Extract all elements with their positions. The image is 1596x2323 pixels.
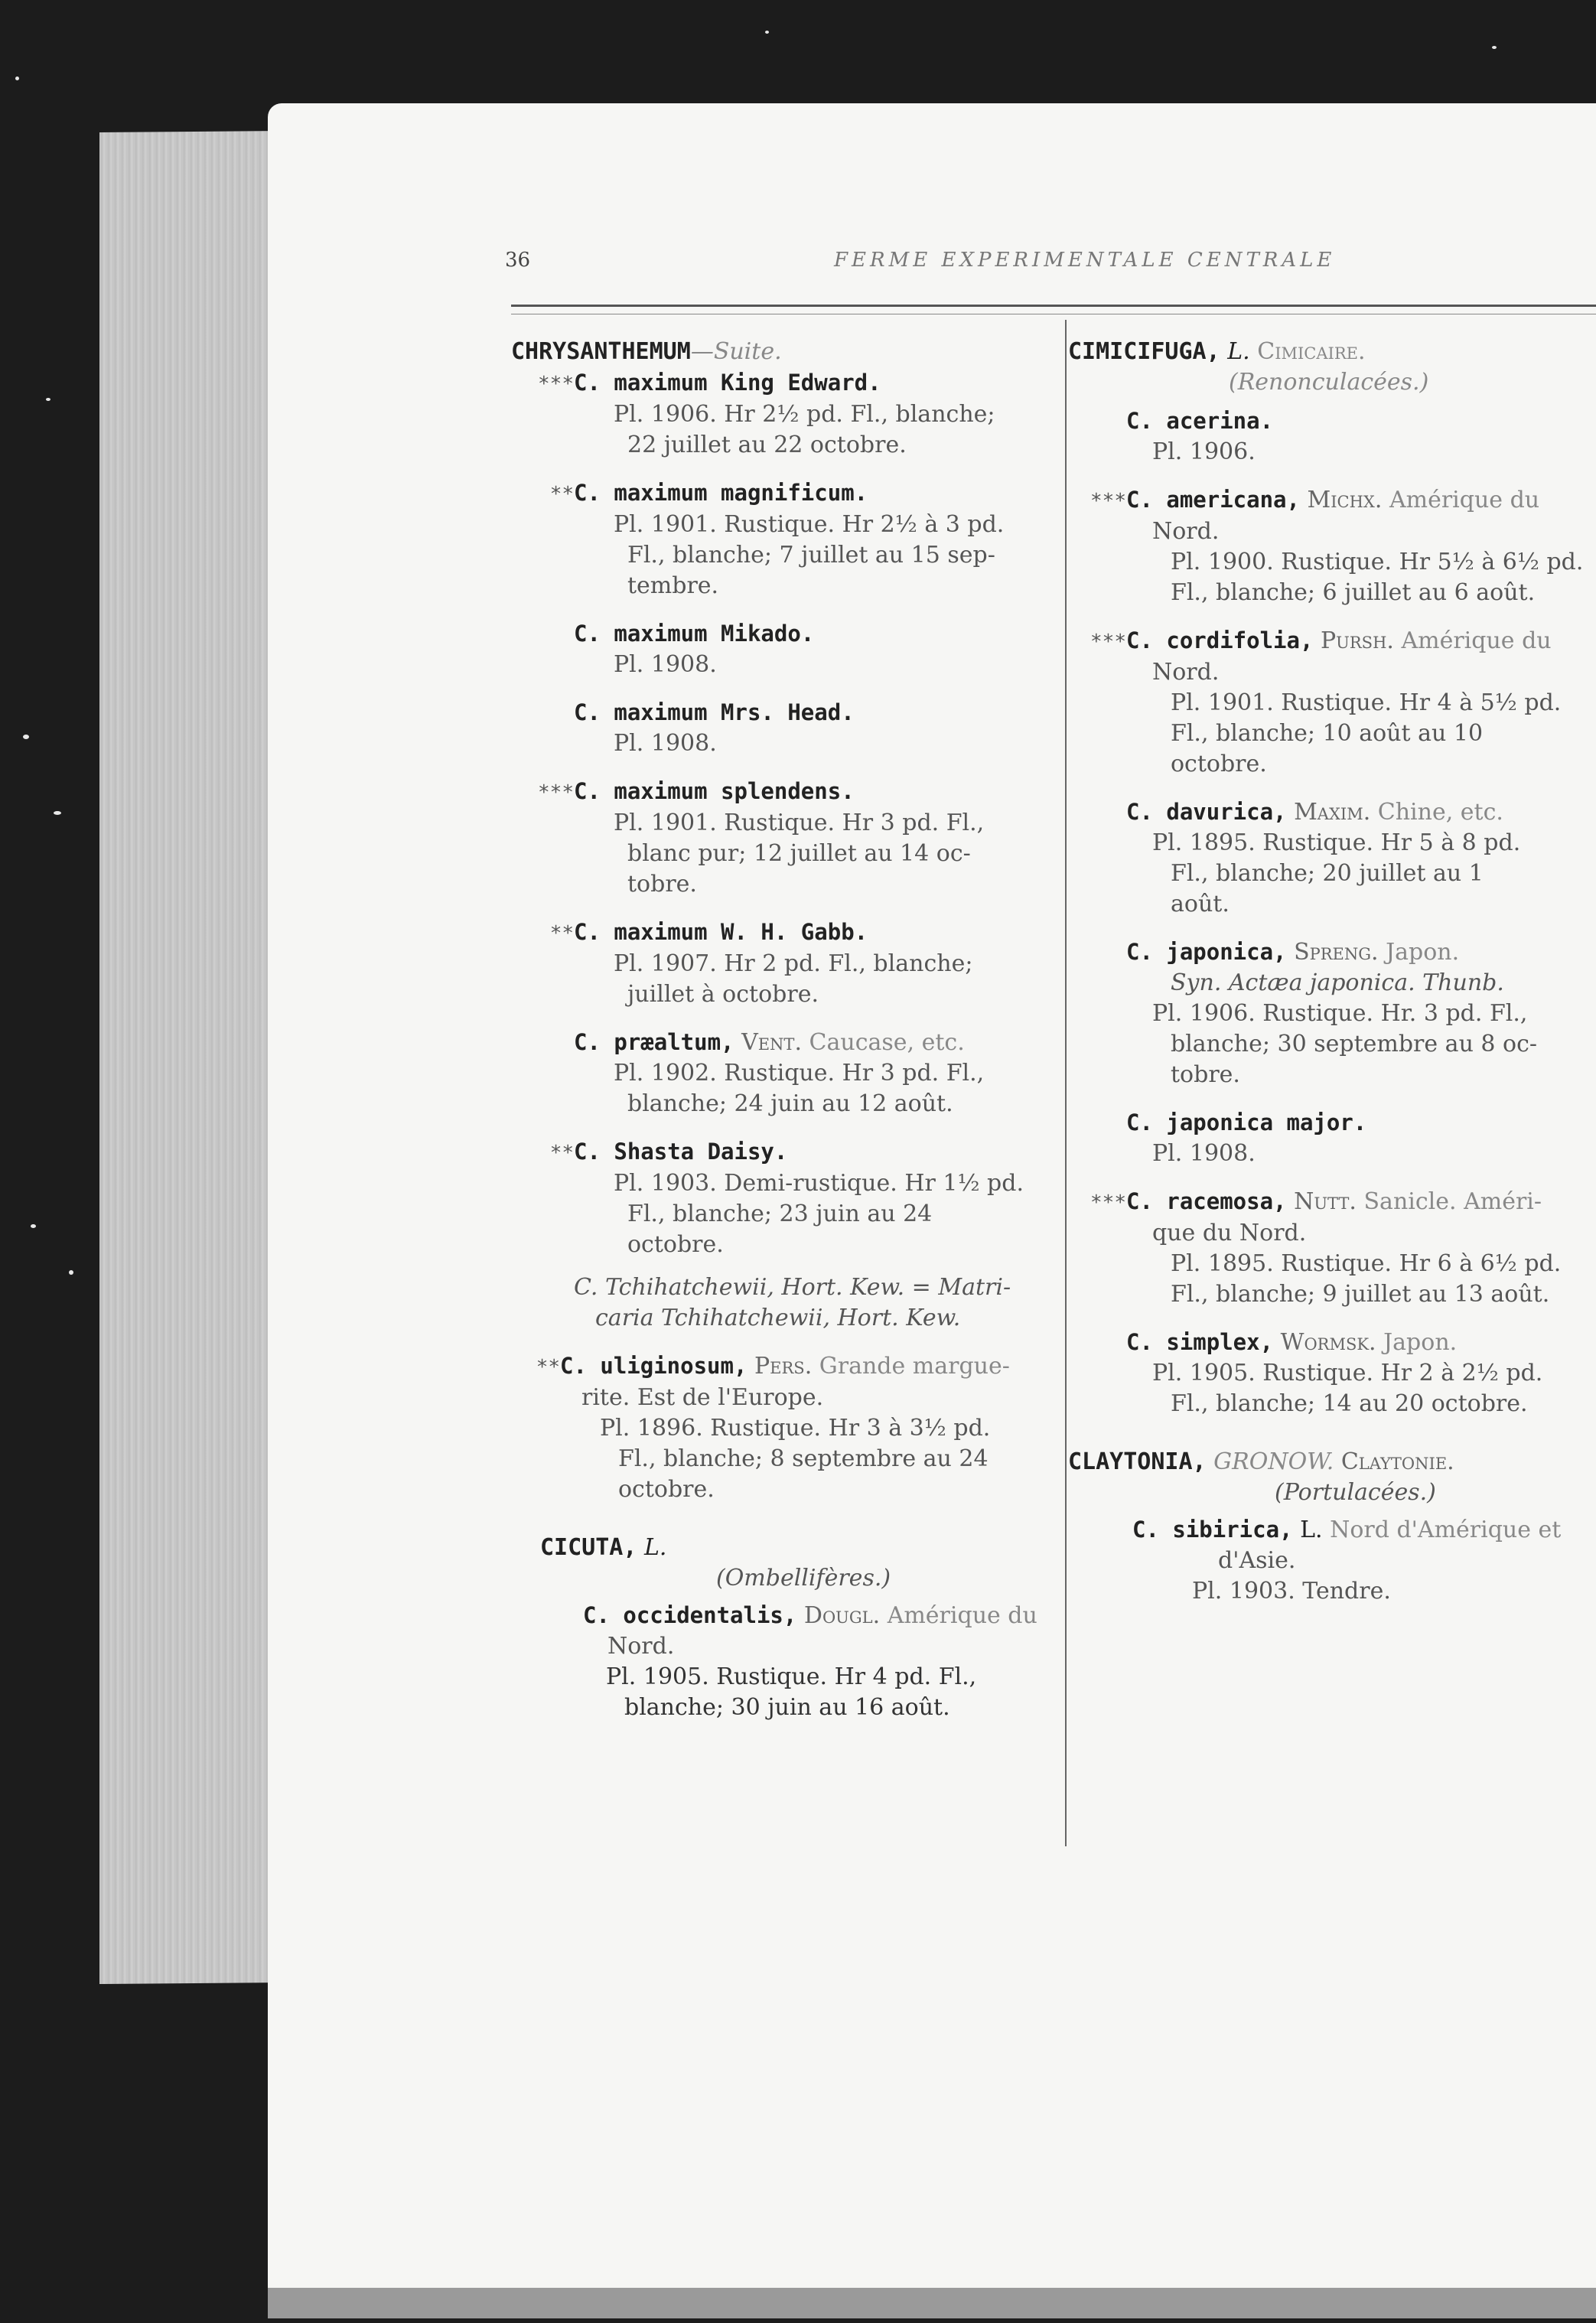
entry-detail: 22 juillet au 22 octobre.	[627, 432, 907, 458]
header-rule-thick	[511, 305, 1596, 307]
entry	[1068, 1186, 1596, 1310]
entry-detail: Pl. 1901. Rustique. Hr 4 à 5½ pd.	[1171, 689, 1562, 716]
entry-detail: Pl. 1901. Rustique. Hr 3 pd. Fl.,	[614, 810, 985, 836]
species-name: C. acerina.	[1126, 408, 1274, 434]
species-origin: Japon.	[1386, 939, 1460, 966]
hardiness-stars: **	[549, 483, 574, 506]
entry-detail: tobre.	[627, 871, 697, 898]
right-column: CIMICIFUGA, L. Cimicaire. (Renonculacées.) C. acerina. Pl. 1906. ***C. americana, Michx. Amérique du Nord. Pl. 1900. Rustique. Hr 5½ à 6½ pd. Fl., blanche; 6 juillet au 6 août. ***C. cordifolia, Pursh. Amérique du Nord. Pl. 1901. Rustique. Hr 4 à 5½ pd. Fl., blanche; 10 août au 10 octobre. C. davurica, Maxim. Chine, etc. Pl. 1895. Rustique. Hr 5 à 8 pd. Fl., blanche; 20 juillet au 1 août. C. japonica, Spreng. Japon. Syn. Actæa japonica. Thunb. Pl. 1906. Rustique. Hr. 3 pd. Fl., blanche; 30 septembre au 8 oc- tobre. C. japonica major. Pl. 1908. ***C. racemosa, Nutt. Sanicle. Améri- que du Nord. Pl. 1895. Rustique. Hr 6 à 6½ pd. Fl., blanche; 9 juillet au 13 août. C. simplex, Wormsk. Japon. Pl. 1905. Rustique. Hr 2 à 2½ pd. Fl., blanche; 14 au 20 octobre. CLAYTONIA, GRONOW. Claytonie. (Portulacées.) C. sibirica, L. Nord d'Amérique et d'Asie. Pl. 1903. Tendre.	[1068, 337, 1596, 1607]
species-name: C. simplex,	[1126, 1329, 1274, 1355]
species-name: C. maximum magnificum.	[574, 480, 868, 506]
entry-detail: Fl., blanche; 20 juillet au 1	[1171, 860, 1484, 887]
entry	[511, 477, 1077, 601]
entry-detail: tobre.	[1171, 1061, 1240, 1088]
species-name: C. maximum splendens.	[574, 778, 855, 804]
hardiness-stars: **	[549, 1142, 574, 1165]
species-author: Nutt.	[1294, 1188, 1357, 1215]
hardiness-stars: ***	[1090, 1191, 1126, 1214]
entry	[1068, 406, 1596, 468]
synonym-note: C. Tchihatchewii, Hort. Kew. = Matri- caria Tchihatchewii, Hort. Kew.	[574, 1274, 1011, 1331]
species-author: Pursh.	[1320, 627, 1394, 654]
entry-detail: Nord.	[1152, 659, 1220, 686]
entry-detail: blanche; 30 septembre au 8 oc-	[1171, 1031, 1538, 1057]
hardiness-stars: ***	[538, 373, 574, 396]
entry	[1068, 484, 1596, 608]
species-origin: Sanicle. Améri-	[1363, 1188, 1542, 1215]
entry-detail: blanche; 24 juin au 12 août.	[627, 1090, 953, 1117]
page-shadow	[268, 2288, 1596, 2318]
species-name: C. maximum King Edward.	[574, 370, 881, 396]
entry-detail: Pl. 1895. Rustique. Hr 5 à 8 pd.	[1152, 829, 1521, 856]
entry-detail: Pl. 1906.	[1152, 438, 1256, 465]
entry-detail: Pl. 1901. Rustique. Hr 2½ à 3 pd.	[614, 511, 1005, 538]
entry-detail: que du Nord.	[1152, 1220, 1307, 1246]
genus-cimicifuga: CIMICIFUGA, L. Cimicaire.	[1068, 338, 1366, 365]
running-title: FERME EXPERIMENTALE CENTRALE	[834, 249, 1336, 272]
entry	[511, 697, 1077, 759]
entry-detail: Fl., blanche; 10 août au 10	[1171, 720, 1484, 747]
book-edge	[99, 131, 283, 1984]
species-name: C. maximum Mrs. Head.	[574, 699, 855, 725]
species-name: C. japonica major.	[1126, 1109, 1367, 1135]
species-origin: Caucase, etc.	[809, 1029, 965, 1056]
genus-cicuta: CICUTA, L. (Ombellifères.)	[540, 1534, 891, 1592]
entry-detail: Fl., blanche; 14 au 20 octobre.	[1171, 1390, 1528, 1417]
entry-detail: octobre.	[1171, 751, 1267, 777]
entry	[511, 776, 1077, 900]
species-author: Spreng.	[1294, 939, 1379, 966]
entry-detail: Pl. 1895. Rustique. Hr 6 à 6½ pd.	[1171, 1250, 1562, 1277]
entry-detail: Pl. 1905. Rustique. Hr 2 à 2½ pd.	[1152, 1360, 1543, 1386]
hardiness-stars: **	[549, 922, 574, 945]
genus-heading: CHRYSANTHEMUM—Suite.	[511, 338, 782, 365]
entry-detail: Pl. 1902. Rustique. Hr 3 pd. Fl.,	[614, 1060, 985, 1087]
entry-sibirica: C. sibirica, L. Nord d'Amérique et d'Asie. Pl. 1903. Tendre.	[1132, 1517, 1562, 1605]
entry	[1068, 937, 1596, 1090]
left-column	[511, 337, 1077, 1723]
species-origin: Amérique du	[1401, 627, 1552, 654]
entry-detail: Pl. 1908.	[614, 651, 717, 678]
entry	[511, 1027, 1077, 1119]
species-author: Wormsk.	[1280, 1329, 1376, 1356]
entry-detail: blanc pur; 12 juillet au 14 oc-	[627, 840, 971, 867]
species-name: C. racemosa,	[1126, 1188, 1287, 1214]
species-name: C. americana,	[1126, 487, 1300, 513]
entry	[1068, 797, 1596, 920]
entry-detail: Pl. 1908.	[1152, 1140, 1256, 1167]
species-origin: Japon.	[1383, 1329, 1458, 1356]
synonym: Syn. Actæa japonica. Thunb.	[1171, 969, 1504, 996]
entry	[511, 367, 1077, 461]
entry	[511, 917, 1077, 1010]
species-origin: Chine, etc.	[1377, 799, 1503, 826]
entry-detail: Pl. 1908.	[614, 730, 717, 757]
entry	[1068, 625, 1596, 780]
species-name: C. davurica,	[1126, 799, 1287, 825]
entry-detail: Nord.	[1152, 518, 1220, 545]
entry-detail: Pl. 1900. Rustique. Hr 5½ à 6½ pd.	[1171, 549, 1584, 575]
species-author: Maxim.	[1294, 799, 1371, 826]
hardiness-stars: ***	[1090, 630, 1126, 653]
species-origin: Amérique du	[1389, 487, 1540, 513]
entry-detail: Pl. 1906. Hr 2½ pd. Fl., blanche;	[614, 401, 995, 428]
entry-detail: Pl. 1907. Hr 2 pd. Fl., blanche;	[614, 950, 973, 977]
entry-detail: Fl., blanche; 23 juin au 24	[627, 1201, 933, 1227]
page-number: 36	[505, 249, 531, 272]
left-entries	[511, 367, 1077, 1260]
species-name: C. præaltum,	[574, 1029, 734, 1055]
entry	[511, 618, 1077, 680]
entry-detail: Pl. 1903. Demi-rustique. Hr 1½ pd.	[614, 1170, 1024, 1197]
species-name: C. maximum Mikado.	[574, 621, 815, 647]
species-author: Vent.	[741, 1029, 802, 1056]
entry-occidentalis: C. occidentalis, Dougl. Amérique du Nord. Pl. 1905. Rustique. Hr 4 pd. Fl., blanche; 30 juin au 16 août.	[583, 1602, 1037, 1721]
entry-detail: Pl. 1906. Rustique. Hr. 3 pd. Fl.,	[1152, 1000, 1528, 1027]
species-name: C. cordifolia,	[1126, 627, 1314, 653]
hardiness-stars: ***	[538, 781, 574, 804]
hardiness-stars: ***	[1090, 490, 1126, 513]
species-name: C. japonica,	[1126, 939, 1287, 965]
entry	[1068, 1327, 1596, 1419]
entry-detail: octobre.	[627, 1231, 724, 1258]
right-entries	[1068, 406, 1596, 1419]
species-name: C. Shasta Daisy.	[574, 1139, 788, 1165]
genus-claytonia: CLAYTONIA, GRONOW. Claytonie. (Portulacées.)	[1068, 1448, 1454, 1506]
entry-detail: Fl., blanche; 7 juillet au 15 sep-	[627, 542, 995, 569]
entry-uliginosum: **C. uliginosum, Pers. Grande margue- rite. Est de l'Europe. Pl. 1896. Rustique. Hr 3 à 3½ pd. Fl., blanche; 8 septembre au 24 octobre.	[536, 1353, 1010, 1503]
entry-detail: Fl., blanche; 6 juillet au 6 août.	[1171, 579, 1536, 606]
entry	[511, 1136, 1077, 1260]
species-author: Michx.	[1307, 487, 1383, 513]
entry-detail: août.	[1171, 891, 1230, 917]
species-name: C. maximum W. H. Gabb.	[574, 919, 868, 945]
entry	[1068, 1107, 1596, 1169]
entry-detail: tembre.	[627, 572, 719, 599]
entry-detail: juillet à octobre.	[627, 981, 819, 1008]
entry-detail: Fl., blanche; 9 juillet au 13 août.	[1171, 1281, 1550, 1308]
